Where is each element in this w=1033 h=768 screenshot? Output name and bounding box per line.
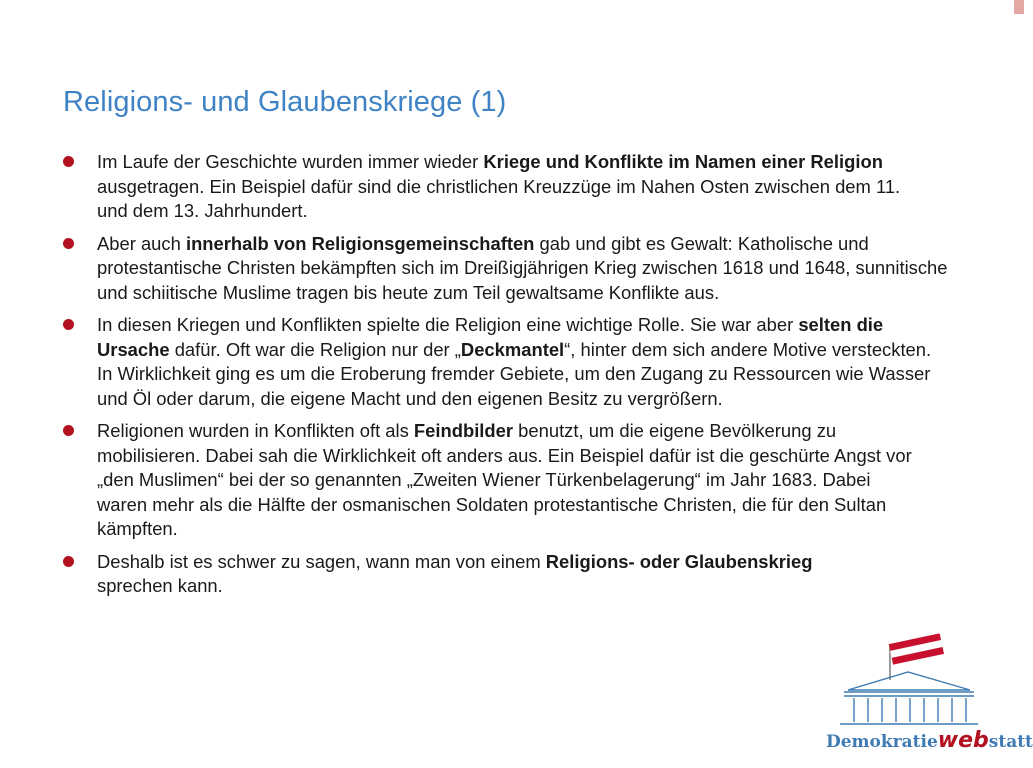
bullet-item: Aber auch innerhalb von Religionsgemeinschaften gab und gibt es Gewalt: Katholische und protestantische Christen bekämpften sich im Dreißigjährigen Krieg zwischen 1618 und 1648, sunnitische und schiitische Muslime tragen bis heute zum Teil gewaltsame Konflikte aus. bbox=[62, 232, 957, 306]
bullet-dot-icon bbox=[63, 238, 74, 249]
bullet-item: Deshalb ist es schwer zu sagen, wann man von einem Religions- oder Glaubenskrieg sprechen kann. bbox=[62, 550, 852, 599]
bullet-item: In diesen Kriegen und Konflikten spielte die Religion eine wichtige Rolle. Sie war aber selten die Ursache dafür. Oft war die Religion nur der „Deckmantel“, hinter dem sich andere Motive versteckten. In Wirklichkeit ging es um die Eroberung fremder Gebiete, um den Zugang zu Ressourcen wie Wasser und Öl oder darum, die eigene Macht und den eigenen Besitz zu vergrößern. bbox=[62, 313, 932, 411]
slide-title: Religions- und Glaubenskriege (1) bbox=[63, 86, 507, 118]
bullet-item: Religionen wurden in Konflikten oft als Feindbilder benutzt, um die eigene Bevölkerung zu mobilisieren. Dabei sah die Wirklichkeit oft anders aus. Ein Beispiel dafür ist die geschürte Angst vor „den Muslimen“ bei der so genannten „Zweiten Wiener Türkenbelagerung“ im Jahr 1683. Dabei waren mehr als die Hälfte der osmanischen Soldaten protestantische Christen, die für den Sultan kämpften. bbox=[62, 419, 917, 542]
parliament-flag-icon bbox=[820, 640, 1020, 730]
bullet-list bbox=[62, 150, 962, 607]
bullet-dot-icon bbox=[63, 556, 74, 567]
bullet-dot-icon bbox=[63, 319, 74, 330]
bullet-dot-icon bbox=[63, 425, 74, 436]
logo-wordmark: Demokratiewebstatt bbox=[826, 728, 1033, 753]
corner-mark bbox=[1014, 0, 1024, 14]
bullet-item: Im Laufe der Geschichte wurden immer wieder Kriege und Konflikte im Namen einer Religion ausgetragen. Ein Beispiel dafür sind die christlichen Kreuzzüge im Nahen Osten zwischen dem 11. und dem 13. Jahrhundert. bbox=[62, 150, 917, 224]
bullet-dot-icon bbox=[63, 156, 74, 167]
demokratiewebstatt-logo bbox=[820, 640, 1033, 765]
